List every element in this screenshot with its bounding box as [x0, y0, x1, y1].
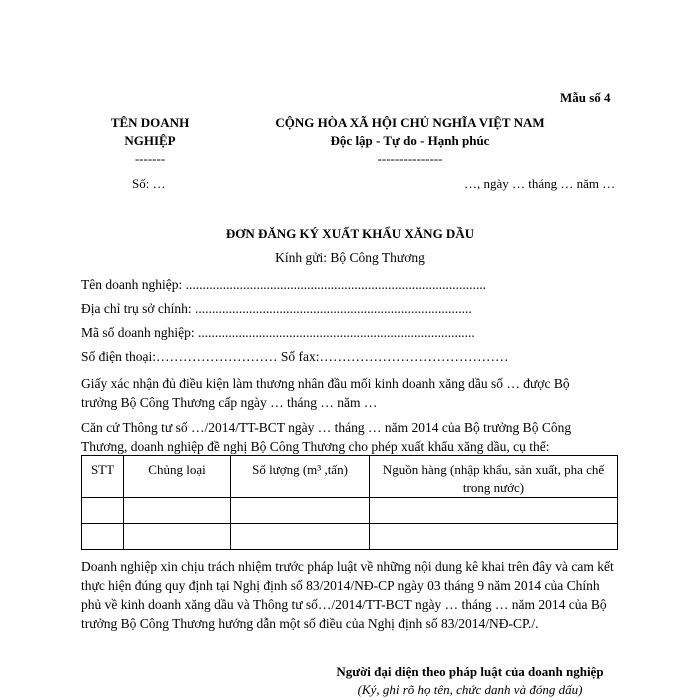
table-cell — [124, 498, 231, 524]
header-quantity: Số lượng (m³ ,tấn) — [231, 456, 370, 498]
table-cell — [124, 524, 231, 550]
header-source: Nguồn hàng (nhập khẩu, sản xuất, pha chế trong nước) — [370, 456, 618, 498]
table-cell — [370, 524, 618, 550]
header-stt: STT — [82, 456, 124, 498]
left-header-divider: ------- — [134, 151, 166, 166]
recipient: Kính gửi: Bộ Công Thương — [275, 250, 425, 265]
address-field: Địa chỉ trụ sở chính: .................................................................................. — [81, 301, 472, 316]
table-header-row — [82, 456, 618, 498]
basis-paragraph: Căn cứ Thông tư số …/2014/TT-BCT ngày … tháng … năm 2014 của Bộ trưởng Bộ Công Thương, doanh nghiệp đề nghị Bộ Công Thương cho phép xuất khẩu xăng dầu, cụ thể: — [81, 420, 572, 454]
table-cell — [231, 498, 370, 524]
national-motto: Độc lập - Tự do - Hạnh phúc — [330, 133, 490, 148]
document-title: ĐƠN ĐĂNG KÝ XUẤT KHẨU XĂNG DẦU — [225, 226, 475, 241]
commitment-paragraph: Doanh nghiệp xin chịu trách nhiệm trước pháp luật về những nội dung kê khai trên đây và cam kết thực hiện đúng quy định tại Nghị định số 83/2014/NĐ-CP ngày 03 tháng 9 năm 2014 của Chính phủ về kinh doanh xăng dầu và Thông tư số…/2014/TT-BCT ngày … tháng … năm 2014 của Bộ trưởng Bộ Công Thương hướng dẫn một số điều của Nghị định số 83/2014/NĐ-CP./. — [81, 559, 614, 631]
document-number: Số: … — [132, 176, 166, 191]
table-cell — [82, 524, 124, 550]
document-date: …, ngày … tháng … năm … — [464, 176, 616, 191]
table-cell — [370, 498, 618, 524]
right-header-divider: --------------- — [377, 151, 443, 166]
table-row — [82, 498, 618, 524]
table-cell — [231, 524, 370, 550]
company-name-heading-line1: TÊN DOANH — [110, 115, 190, 130]
goods-table — [81, 455, 618, 550]
certificate-paragraph: Giấy xác nhận đủ điều kiện làm thương nhân đầu mối kinh doanh xăng dầu số … được Bộ trưởng Bộ Công Thương cấp ngày … tháng … năm … — [81, 376, 570, 410]
tax-code-field: Mã số doanh nghiệp: .................................................................................. — [81, 325, 475, 340]
table-cell — [82, 498, 124, 524]
phone-fax-field: Số điện thoại:……………………… Số fax:…………………………………… — [81, 349, 509, 364]
table-row — [82, 524, 618, 550]
signature-note: (Ký, ghi rõ họ tên, chức danh và đóng dấu) — [357, 682, 583, 697]
signature-title: Người đại diện theo pháp luật của doanh nghiệp — [336, 664, 604, 679]
header-type: Chủng loại — [124, 456, 231, 498]
company-name-field: Tên doanh nghiệp: ......................................................................................... — [81, 277, 486, 292]
country-name: CỘNG HÒA XÃ HỘI CHỦ NGHĨA VIỆT NAM — [275, 115, 545, 130]
company-name-heading-line2: NGHIỆP — [124, 133, 176, 148]
form-code: Mẫu số 4 — [560, 90, 611, 105]
